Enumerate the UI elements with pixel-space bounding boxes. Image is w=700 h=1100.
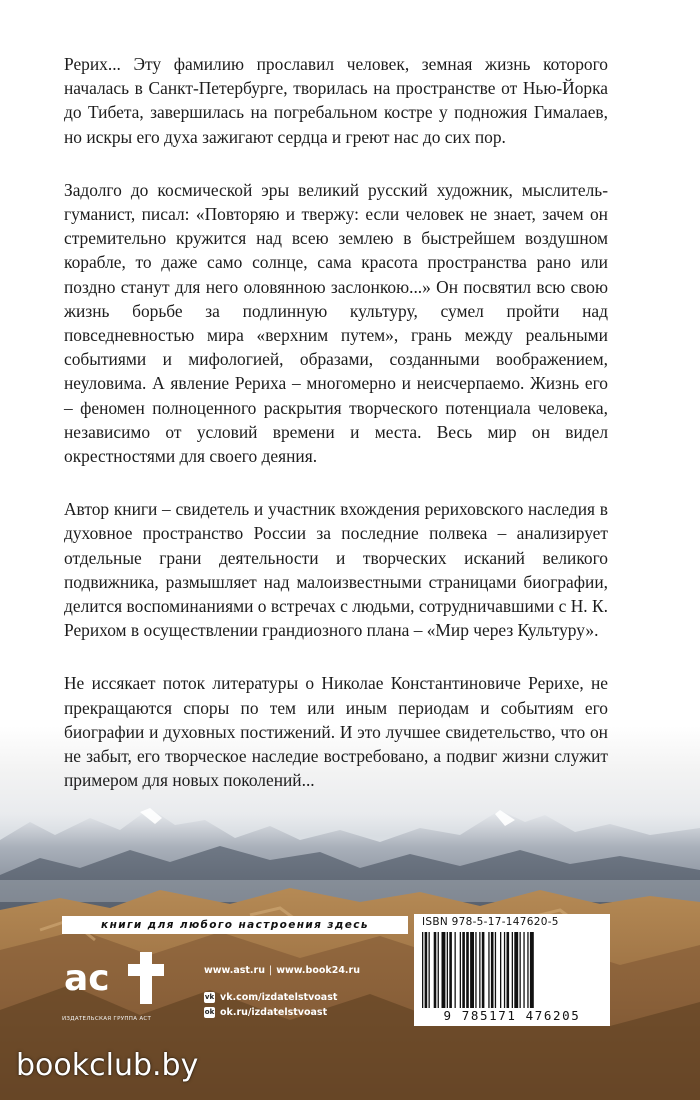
barcode-bar [462,932,465,1008]
barcode-bar [491,932,494,1008]
barcode-bar [466,932,469,1008]
paragraph-2: Задолго до космической эры великий русский художник, мыслитель-гуманист, писал: «Повторяю и твержу: если человек не знает, зачем он стремительно кружится над всею землею в быстрейшем воздушном корабле, то даже само солнце, сама красота пространства рано или поздно станут для него оловянною заслонкою...» Он посвятил всю свою жизнь борьбе за подлинную культуру, сумел пройти над повседневностью мира «верхним путем», грань между реальными событиями и мифологией, образами, созданными воображением, неуловима. А явление Рериха – многомерно и неисчерпаемо. Жизнь его – феномен полноценного раскрытия творческого потенциала человека, независимо от условий времени и места. Весь мир он видел окрестностями для своего деяния. [64,179,608,467]
ok-icon: ok [204,1008,215,1016]
barcode-bar [520,932,521,1008]
vk-link[interactable]: vk.com/izdatelstvoast [220,992,338,1003]
barcode-bar [495,932,496,1008]
barcode-bar [527,932,528,1008]
barcode-bar [500,932,501,1008]
paragraph-4: Не иссякает поток литературы о Николае Константиновиче Рерихе, не прекращаются споры по тем или иным периодам и событиям его биографии и духовных постижений. И это лучшее свидетельство, что он не забыт, его творческое наследие востребовано, а подвиг жизни служит примером для новых поколений... [64,673,608,791]
barcode-bar [455,932,456,1008]
link-ast[interactable]: www.ast.ru [204,965,265,976]
isbn-block [414,914,610,1026]
barcode-bar [507,932,510,1008]
barcode-bar [434,932,437,1008]
vk-icon: vk [204,993,215,1001]
barcode-bar [442,932,446,1008]
barcode-bar [523,932,524,1008]
isbn-label: ISBN 978-5-17-147620-5 [422,916,559,928]
barcode-bar [425,932,428,1008]
barcode-bar [429,932,430,1008]
barcode-bar [530,932,534,1008]
social-vk[interactable] [204,992,337,1003]
watermark-text: bookclub.by [16,1048,199,1083]
barcode-bar [460,932,461,1008]
barcode-bar [488,932,489,1008]
slogan-banner: книги для любого настроения здесь [62,916,408,934]
barcode-bar [482,932,485,1008]
barcode-bar [470,932,474,1008]
link-book24[interactable]: www.book24.ru [276,965,360,976]
barcode-bar [514,932,518,1008]
ast-logo-icon [62,942,182,1016]
barcode-digits: 9 785171 476205 [443,1008,581,1023]
link-separator: | [269,965,273,976]
barcode-bar [504,932,505,1008]
paragraph-3: Автор книги – свидетель и участник вхождения рериховского наследия в духовное пространство России за последние полвека – анализирует отдельные грани деятельности и творческих исканий великого подвижника, размышляет над малоизвестными страницами биографии, делится воспоминаниями о встречах с людьми, сотрудничавшими с Н. К. Рерихом в осуществлении грандиозного плана – «Мир через Культуру». [64,499,608,641]
barcode-bar [422,932,423,1008]
barcode-bar [479,932,480,1008]
logo-lettering: ас [64,958,110,999]
social-ok[interactable] [204,1007,327,1018]
barcode-bar [475,932,476,1008]
barcode-icon [420,932,604,1008]
paragraph-1: Рерих... Эту фамилию прославил человек, земная жизнь которого началась в Санкт-Петербурге, творилась на пространстве от Нью-Йорка до Тибета, завершилась на погребальном костре у подножия Гималаев, но искры его духа зажигают сердца и греют нас до сих пор. [64,54,608,147]
barcode-bar [512,932,513,1008]
barcode-bar [449,932,452,1008]
website-links [204,965,360,976]
publisher-caption: ИЗДАТЕЛЬСКАЯ ГРУППА АСТ [62,1016,152,1022]
ok-link[interactable]: ok.ru/izdatelstvoast [220,1007,328,1018]
barcode-bar [438,932,439,1008]
barcode-bar [447,932,448,1008]
annotation-text [64,52,608,821]
